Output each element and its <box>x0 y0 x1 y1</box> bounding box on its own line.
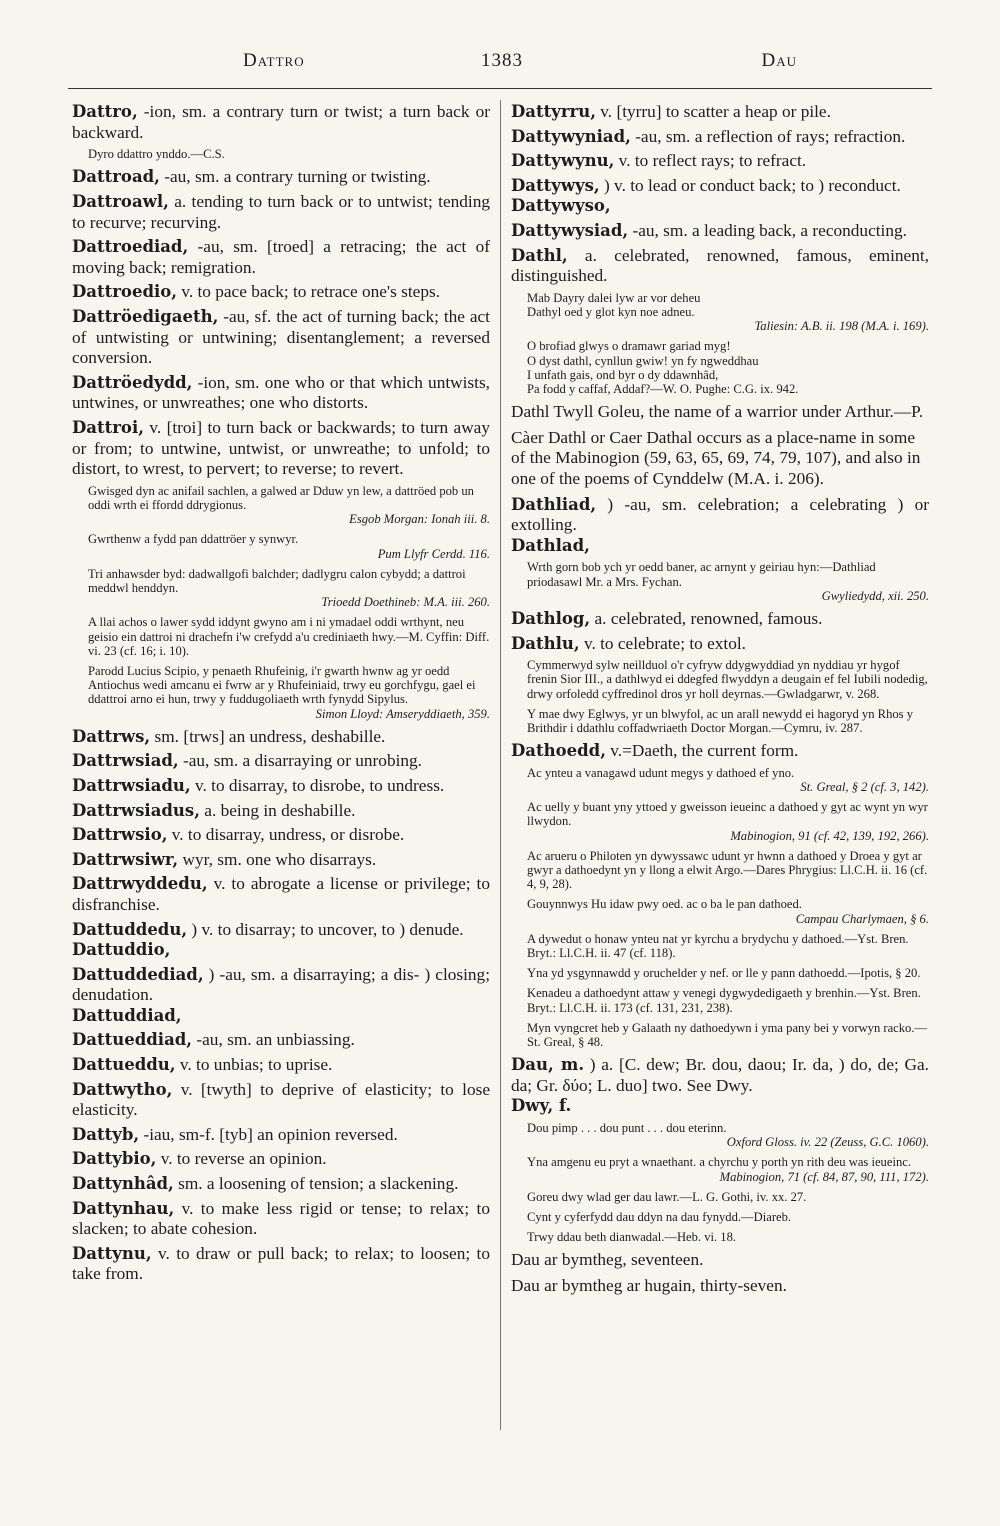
quote-line: Dathyl oed y glot kyn noe adneu. <box>527 304 695 319</box>
quote-line: Pa fodd y caffaf, Addaf?—W. O. Pughe: C.G. ix. 942. <box>527 381 799 396</box>
citation-quote <box>527 1230 929 1244</box>
dictionary-entry <box>72 1030 490 1051</box>
page-header <box>68 50 932 78</box>
quote-line: Goreu dwy wlad ger dau lawr.—L. G. Gothi, iv. xx. 27. <box>527 1189 807 1204</box>
definition: -iau, sm-f. [tyb] an opinion reversed. <box>139 1124 398 1144</box>
headword: Dattywysiad, <box>511 220 629 240</box>
dictionary-entry <box>72 727 490 748</box>
quote-line: Dou pimp . . . dou punt . . . dou eterinn. <box>527 1120 727 1135</box>
dictionary-entry <box>72 167 490 188</box>
headword: Dattrwsiad, <box>72 751 179 771</box>
headword: Dattroedio, <box>72 282 177 302</box>
page-number: 1383 <box>481 50 523 71</box>
definition: ) v. to disarray; to uncover, to ) denude. <box>187 919 464 939</box>
definition: v. to pace back; to retrace one's steps. <box>177 282 441 302</box>
quote-line: Kenadeu a dathoedynt attaw y venegi dygwydedigaeth y brenhin.—Yst. Bren. Bryt.: Ll.C.H. ii. 173 (cf. 131, 231, 238). <box>527 986 921 1015</box>
definition: -au, sm. an unbiassing. <box>192 1030 355 1050</box>
dictionary-entry <box>72 965 490 1027</box>
dictionary-entry <box>511 151 929 172</box>
headword: Dattynhâd, <box>72 1174 174 1194</box>
citation-quote <box>88 664 490 721</box>
definition: -au, sf. the act of turning back; the act of untwisting or untwining; disentanglement; a reversed conversion. <box>72 306 490 368</box>
quote-source: Mabinogion, 71 (cf. 84, 87, 90, 111, 172). <box>719 1169 929 1184</box>
definition: v. to disarray, undress, or disrobe. <box>167 825 405 845</box>
citation-quote <box>527 1210 929 1224</box>
headword: Dattrwsiwr, <box>72 849 179 869</box>
definition: v. [twyth] to deprive of elasticity; to lose elasticity. <box>72 1079 490 1120</box>
headword: Dattywynu, <box>511 151 615 171</box>
headword: Dattroawl, <box>72 191 169 211</box>
quote-source: Trioedd Doethineb: M.A. iii. 260. <box>321 595 490 610</box>
dictionary-entry <box>72 825 490 846</box>
dictionary-entry <box>511 609 929 630</box>
headword: Dattro, <box>72 102 138 121</box>
note-paragraph: Dau ar bymtheg, seventeen. <box>511 1250 704 1270</box>
citation-quote <box>527 1155 929 1183</box>
dictionary-entry <box>511 741 929 762</box>
definition: -ion, sm. a contrary turn or twist; a turn back or backward. <box>72 102 490 142</box>
citation-quote <box>527 1121 929 1149</box>
quote-source: St. Greal, § 2 (cf. 3, 142). <box>800 779 929 794</box>
dictionary-entry <box>72 751 490 772</box>
definition: v. to unbias; to uprise. <box>175 1055 333 1075</box>
definition: v. to disarray, to disrobe, to undress. <box>190 775 445 795</box>
dictionary-entry <box>72 237 490 278</box>
headword: Dathliad, <box>511 494 597 514</box>
definition: a. celebrated, renowned, famous, eminent, distinguished. <box>511 245 929 286</box>
quote-line: Wrth gorn bob ych yr oedd baner, ac arnynt y geiriau hyn:—Dathliad priodasawl Mr. a Mrs. Fychan. <box>527 560 876 589</box>
quote-line: Ac arueru o Philoten yn dywyssawc udunt yr hwnn a dathoed y Droea y gyt ar gwyr a dathoedynt yn y llong a elwit Argo.—Dares Phrygius: Ll.C.H. ii. 16 (cf. 4, 9, 28). <box>527 848 928 892</box>
headword: Dathlu, <box>511 633 580 653</box>
right-column <box>511 102 929 1302</box>
definition: -au, sm. [troed] a retracing; the act of moving back; remigration. <box>72 237 490 277</box>
quote-line: O brofiad glwys o dramawr gariad myg! <box>527 339 731 354</box>
headword: Dattroad, <box>72 167 160 187</box>
dictionary-entry <box>511 495 929 557</box>
citation-quote <box>527 986 929 1014</box>
quote-source: Taliesin: A.B. ii. 198 (M.A. i. 169). <box>754 319 929 334</box>
quote-source: Simon Lloyd: Amseryddiaeth, 359. <box>315 706 490 721</box>
definition: ) v. to lead or conduct back; to ) reconduct. <box>599 175 901 195</box>
note-paragraph: Dau ar bymtheg ar hugain, thirty-seven. <box>511 1275 787 1295</box>
definition: v. to reflect rays; to refract. <box>614 151 807 171</box>
header-rule <box>68 88 932 89</box>
quote-line: Trwy ddau beth dianwadal.—Heb. vi. 18. <box>527 1230 737 1245</box>
headword: Dattrwsio, <box>72 825 168 845</box>
headword: Dathoedd, <box>511 741 606 761</box>
dictionary-entry <box>72 850 490 871</box>
headword-variant: Dwy, f. <box>511 1096 572 1116</box>
citation-quote <box>527 707 929 735</box>
quote-line: I unfath gais, ond byr o dy ddawnhâd, <box>527 367 719 382</box>
headword-variant: Dattuddio, <box>72 940 171 960</box>
dictionary-entry <box>72 282 490 303</box>
citation-quote <box>527 1190 929 1204</box>
dictionary-entry <box>72 801 490 822</box>
definition: v. to reverse an opinion. <box>156 1149 327 1169</box>
definition: -au, sm. a leading back, a reconducting. <box>628 220 907 240</box>
dictionary-entry <box>511 176 929 217</box>
dictionary-entry <box>72 1199 490 1240</box>
headword: Dattueddiad, <box>72 1030 193 1050</box>
definition: v. to abrogate a license or privilege; to disfranchise. <box>72 874 490 914</box>
definition: a. being in deshabille. <box>199 800 356 820</box>
headword: Dattröedigaeth, <box>72 306 219 326</box>
citation-quote <box>527 766 929 794</box>
citation-quote <box>88 532 490 560</box>
citation-quote <box>88 615 490 658</box>
quote-source: Campau Charlymaen, § 6. <box>795 911 929 926</box>
headword: Dattueddu, <box>72 1055 176 1075</box>
quote-line: Ac ynteu a vanagawd udunt megys y dathoed ef yno. <box>527 765 795 780</box>
definition: v.=Daeth, the current form. <box>605 741 799 761</box>
definition: -au, sm. a disarraying or unrobing. <box>178 751 422 771</box>
quote-source: Esgob Morgan: Ionah iii. 8. <box>349 512 490 527</box>
dictionary-entry <box>511 1055 929 1117</box>
quote-source: Pum Llyfr Cerdd. 116. <box>377 546 490 561</box>
quote-line: Yna yd ysgynnawdd y oruchelder y nef. or lle y pann dathoedd.—Ipotis, § 20. <box>527 966 921 981</box>
citation-quote <box>527 800 929 843</box>
headword: Dathl, <box>511 245 568 265</box>
citation-quote <box>527 560 929 603</box>
headword: Dattuddediad, <box>72 964 204 984</box>
citation-quote <box>527 932 929 960</box>
headword: Dattynu, <box>72 1243 152 1263</box>
definition: v. [tyrru] to scatter a heap or pile. <box>595 102 831 121</box>
quote-line: Gouynnwys Hu idaw pwy oed. ac o ba le pan dathoed. <box>527 897 802 912</box>
citation-quote <box>527 291 929 334</box>
definition: a. tending to turn back or to untwist; tending to recurve; recurving. <box>72 191 490 232</box>
left-column <box>72 102 490 1289</box>
quote-line: Cynt y cyferfydd dau ddyn na dau fynydd.—Diareb. <box>527 1209 792 1224</box>
citation-quote <box>527 658 929 701</box>
quote-line: Y mae dwy Eglwys, yr un blwyfol, ac un arall newydd ei hagoryd yn Rhos y Brithdir i ddathlu coffadwriaeth Doctor Morgan.—Cymru, iv. 287. <box>527 706 914 735</box>
quote-line: Ac uelly y buant yny yttoed y gweisson ieueinc a dathoed y gyt ac wynt yn wyr llwydon. <box>527 800 928 829</box>
citation-quote <box>527 339 929 396</box>
definition: -ion, sm. one who or that which untwists, untwines, or unwreathes; one who distorts. <box>72 372 490 413</box>
quote-line: Cymmerwyd sylw neillduol o'r cyfryw ddygwyddiad yn nyddiau yr hygof frenin Sior III., a dathlwyd ei ddegfed flwyddyn a deugain ef fel Iubili nodedig, drwy orfoledd cyffredinol dros yr holl deyrnas.—Gwladgarwr, v. 268. <box>527 658 928 701</box>
quote-line: Tri anhawsder byd: dadwallgofi balchder; dadlygru calon cybydd; a dattroi meddwl henddyn. <box>88 566 466 595</box>
headword: Dattwytho, <box>72 1079 173 1099</box>
definition: v. to draw or pull back; to relax; to loosen; to take from. <box>72 1243 490 1284</box>
quote-source: Gwyliedydd, xii. 250. <box>821 588 929 603</box>
dictionary-entry <box>72 1149 490 1170</box>
definition: v. to make less rigid or tense; to relax; to slacken; to abate cohesion. <box>72 1198 490 1239</box>
citation-quote <box>527 849 929 892</box>
quote-source: Oxford Gloss. iv. 22 (Zeuss, G.C. 1060). <box>726 1135 929 1150</box>
dictionary-entry <box>72 373 490 414</box>
headword-variant: Dathlad, <box>511 535 590 555</box>
dictionary-entry <box>72 102 490 143</box>
headword: Dau, m. <box>511 1055 585 1075</box>
citation-quote <box>88 484 490 527</box>
citation-quote <box>527 897 929 925</box>
definition: ) -au, sm. celebration; a celebrating ) or extolling. <box>511 494 929 535</box>
headword: Dattyrru, <box>511 102 596 121</box>
headword: Dattynhau, <box>72 1198 175 1218</box>
headword-variant: Dattywyso, <box>511 196 611 216</box>
definition: -au, sm. a contrary turning or twisting. <box>159 167 431 187</box>
dictionary-entry <box>72 920 490 961</box>
headword: Dattröedydd, <box>72 372 193 392</box>
citation-quote <box>88 147 490 161</box>
definition: v. to celebrate; to extol. <box>579 633 746 653</box>
definition: v. [troi] to turn back or backwards; to turn away or from; to untwine, untwist, or unwreathe; to unfold; to distort, to wrest, to pervert; to reverse; to revert. <box>72 417 490 479</box>
quote-line: Dyro ddattro ynddo.—C.S. <box>88 147 225 162</box>
column-divider <box>500 100 501 1430</box>
quote-line: Gwisged dyn ac anifail sachlen, a galwed ar Dduw yn lew, a dattröed pob un oddi wrth ei ffordd ddrygionus. <box>88 483 474 512</box>
dictionary-entry <box>72 1080 490 1121</box>
headword: Dattroi, <box>72 417 144 437</box>
headword: Dattywys, <box>511 175 600 195</box>
quote-line: O dyst dathl, cynllun gwiw! yn fy ngweddhau <box>527 353 759 368</box>
citation-quote <box>527 1021 929 1049</box>
dictionary-entry <box>72 874 490 915</box>
quote-line: Gwrthenw a fydd pan ddattröer y synwyr. <box>88 532 299 547</box>
dictionary-entry <box>72 1244 490 1285</box>
dictionary-entry <box>511 102 929 123</box>
headword-variant: Dattuddiad, <box>72 1005 182 1025</box>
dictionary-entry <box>511 246 929 287</box>
headword: Dathlog, <box>511 608 591 628</box>
headword: Dattywyniad, <box>511 126 631 146</box>
dictionary-entry <box>72 1055 490 1076</box>
dictionary-entry <box>72 1125 490 1146</box>
dictionary-entry <box>72 192 490 233</box>
definition: sm. a loosening of tension; a slackening. <box>173 1174 459 1194</box>
header-left-guideword: Dattro <box>243 50 305 71</box>
dictionary-entry <box>511 634 929 655</box>
note-paragraph: Càer Dathl or Caer Dathal occurs as a place-name in some of the Mabinogion (59, 63, 65, 69, 74, 79, 107), and also in one of the poems of Cynddelw (M.A. i. 206). <box>511 427 921 488</box>
dictionary-entry <box>511 127 929 148</box>
headword: Dattuddedu, <box>72 919 188 939</box>
dictionary-entry <box>72 418 490 480</box>
headword: Dattrwsiadu, <box>72 775 191 795</box>
quote-line: Yna amgenu eu pryt a wnaethant. a chyrchu y porth yn rith deu was ieueinc. <box>527 1155 911 1170</box>
citation-quote <box>527 966 929 980</box>
quote-line: A llai achos o lawer sydd iddynt gwyno am i ni ymadael oddi wrthynt, neu geisio ein dattroi ni drachefn i'w crefydd a'u crediniaeth hwy.—M. Cyffin: Diff. vi. 23 (cf. 16; i. 10). <box>88 615 490 658</box>
quote-line: Parodd Lucius Scipio, y penaeth Rhufeinig, i'r gwarth hwnw ag yr oedd Antiochus wedi amcanu ei fwrw ar y Rhufeiniaid, trwy eu gorchfygu, gael ei ddattroi arno ei hun, trwy y fuddugoliaeth wrth fynydd Sipylus. <box>88 663 476 707</box>
dictionary-entry <box>72 307 490 369</box>
headword: Dattrwsiadus, <box>72 800 200 820</box>
definition: wyr, sm. one who disarrays. <box>178 849 377 869</box>
quote-line: Mab Dayry dalei lyw ar vor deheu <box>527 290 701 305</box>
quote-line: A dywedut o honaw ynteu nat yr kyrchu a brydychu y dathoed.—Yst. Bren. Bryt.: Ll.C.H. ii. 47 (cf. 118). <box>527 931 909 960</box>
definition: ) a. [C. dew; Br. dou, daou; Ir. da, ) do, de; Ga. da; Gr. δύο; L. duo] two. See Dwy. <box>511 1055 929 1095</box>
note-paragraph: Dathl Twyll Goleu, the name of a warrior under Arthur.—P. <box>511 402 924 422</box>
headword: Dattyb, <box>72 1124 140 1144</box>
dictionary-entry <box>72 776 490 797</box>
definition: ) -au, sm. a disarraying; a dis- ) closing; denudation. <box>72 964 490 1005</box>
headword: Dattroediad, <box>72 237 189 257</box>
quote-line: Myn vyngcret heb y Galaath ny dathoedywn i yma pany bei y vorwyn racko.—St. Greal, § 48. <box>527 1020 928 1049</box>
headword: Dattrwyddedu, <box>72 874 208 894</box>
dictionary-entry <box>511 221 929 242</box>
headword: Dattrws, <box>72 726 151 746</box>
definition: a. celebrated, renowned, famous. <box>590 608 823 628</box>
dictionary-entry <box>72 1174 490 1195</box>
citation-quote <box>88 567 490 610</box>
definition: -au, sm. a reflection of rays; refraction. <box>630 126 906 146</box>
quote-source: Mabinogion, 91 (cf. 42, 139, 192, 266). <box>730 828 929 843</box>
definition: sm. [trws] an undress, deshabille. <box>150 726 386 746</box>
header-right-guideword: Dau <box>761 50 797 71</box>
headword: Dattybio, <box>72 1149 157 1169</box>
